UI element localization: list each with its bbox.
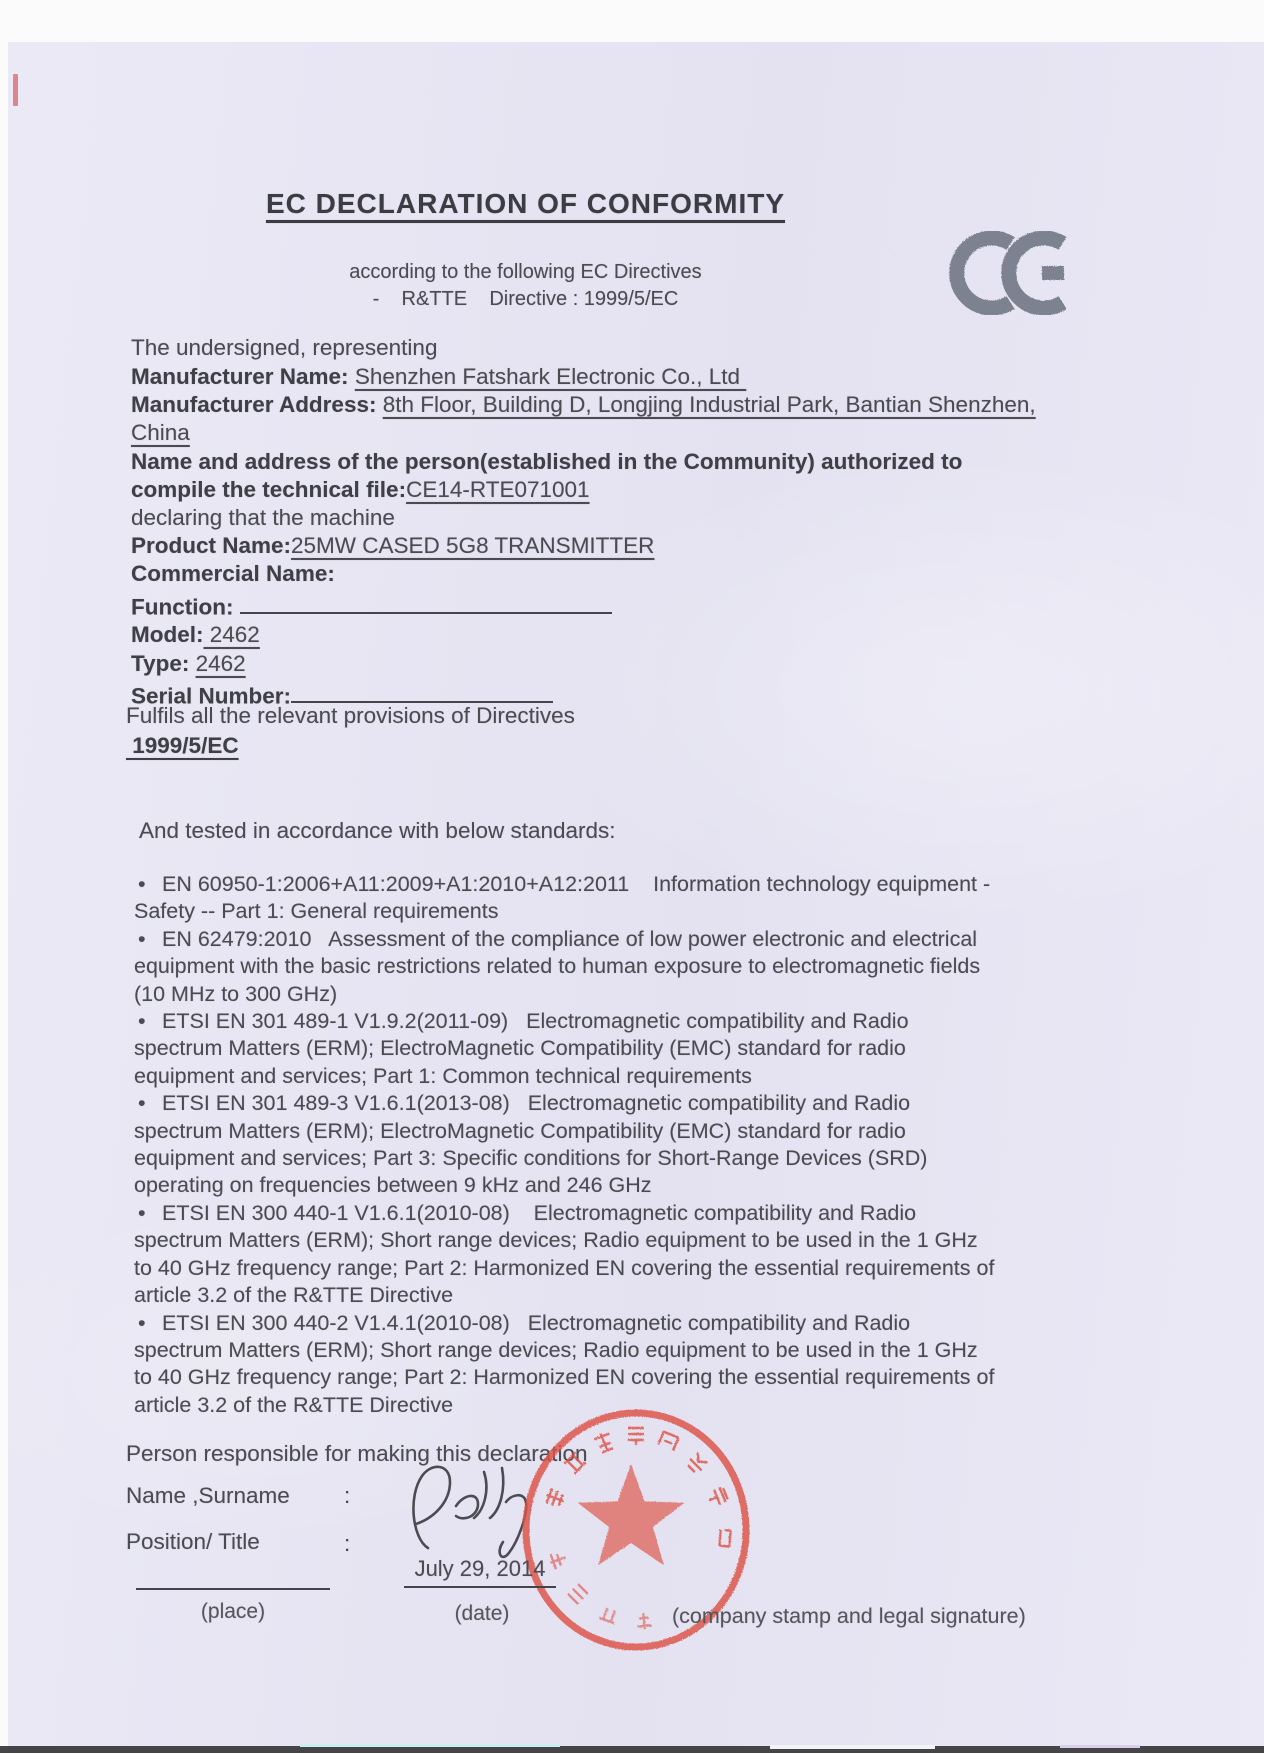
authorized-person-line2: [131, 476, 1036, 504]
bullet-icon: •: [138, 1009, 146, 1034]
subtitle-rtte-directive: - R&TTE Directive : 1999/5/EC: [372, 288, 679, 310]
field-value: China: [131, 420, 190, 446]
field-label: compile the technical file:: [131, 476, 407, 502]
field-label: Product Name:: [131, 533, 292, 559]
fulfils-line: Fulfils all the relevant provisions of Directives: [126, 703, 575, 728]
position-title-label: Position/ Title: [126, 1529, 260, 1554]
fulfils-directive: 1999/5/EC: [126, 733, 239, 758]
standards-list: [134, 871, 994, 1419]
field-label: Serial Number:: [131, 683, 292, 709]
field-function: [131, 589, 1036, 622]
field-label: Type:: [131, 650, 196, 676]
standard-text: equipment and services; Part 3: Specific conditions for Short-Range Devices (SRD): [134, 1146, 928, 1171]
subtitle-directives: according to the following EC Directives: [349, 261, 702, 283]
date-caption: (date): [454, 1602, 510, 1625]
bullet-icon: •: [138, 1310, 146, 1335]
standard-text: spectrum Matters (ERM); Short range devices; Radio equipment to be used in the 1 GHz: [134, 1337, 978, 1362]
standard-text: spectrum Matters (ERM); ElectroMagnetic Compatibility (EMC) standard for radio: [134, 1118, 906, 1143]
field-manufacturer-name: [131, 363, 1036, 391]
authorized-person-line1: Name and address of the person(established in the Community) authorized to: [131, 448, 963, 474]
field-label: Manufacturer Address:: [131, 392, 383, 418]
field-value: 25MW CASED 5G8 TRANSMITTER: [291, 533, 655, 559]
bullet-icon: •: [138, 1091, 146, 1116]
standard-item: [134, 871, 994, 898]
scan-edge-artifact: [1060, 1745, 1140, 1748]
scan-red-edge-mark: [13, 74, 18, 106]
standard-text: EN 60950-1:2006+A11:2009+A1:2010+A12:2011 Information technology equipment -: [162, 872, 991, 896]
standard-text: spectrum Matters (ERM); Short range devices; Radio equipment to be used in the 1 GHz: [134, 1228, 978, 1253]
field-product-name: [131, 532, 1036, 560]
place-caption: (place): [200, 1600, 266, 1623]
name-surname-label: Name ,Surname: [126, 1483, 290, 1508]
standard-text: (10 MHz to 300 GHz): [134, 981, 338, 1006]
name-surname-colon: :: [344, 1483, 351, 1508]
document-title: EC DECLARATION OF CONFORMITY: [265, 188, 785, 219]
ce-mark-icon: [944, 224, 1080, 324]
standard-text: Safety -- Part 1: General requirements: [134, 899, 499, 924]
scan-edge-artifact: [770, 1745, 935, 1749]
field-value: Shenzhen Fatshark Electronic Co., Ltd: [354, 364, 747, 389]
field-value: 2462: [195, 650, 246, 676]
field-label: Function:: [131, 594, 240, 620]
field-label: Commercial Name:: [131, 561, 335, 587]
standard-text: article 3.2 of the R&TTE Directive: [134, 1392, 454, 1417]
standard-item: [134, 1090, 994, 1117]
company-stamp-caption: (company stamp and legal signature): [672, 1604, 1026, 1628]
position-title-colon: :: [344, 1531, 351, 1556]
bullet-icon: •: [138, 872, 146, 896]
tested-line: And tested in accordance with below standards:: [139, 818, 616, 843]
field-label: Manufacturer Name:: [131, 364, 355, 389]
declaring-line: declaring that the machine: [131, 505, 395, 531]
field-type: [131, 650, 1036, 678]
product-fields-block: [131, 363, 1036, 711]
standard-text: equipment with the basic restrictions related to human exposure to electromagnetic fields: [134, 954, 981, 979]
bullet-icon: •: [138, 926, 146, 951]
field-value: CE14-RTE071001: [406, 476, 590, 502]
fulfils-block: [126, 701, 575, 761]
standard-text: ETSI EN 300 440-1 V1.6.1(2010-08) Electromagnetic compatibility and Radio: [162, 1200, 917, 1225]
standard-text: spectrum Matters (ERM); ElectroMagnetic Compatibility (EMC) standard for radio: [134, 1036, 906, 1061]
field-label: Model:: [131, 622, 204, 648]
responsible-line: Person responsible for making this declaration: [126, 1441, 588, 1466]
standard-text: ETSI EN 300 440-2 V1.4.1(2010-08) Electromagnetic compatibility and Radio: [162, 1310, 911, 1335]
scan-edge-artifact: [300, 1744, 560, 1747]
intro-line: The undersigned, representing: [131, 335, 438, 360]
standard-text: to 40 GHz frequency range; Part 2: Harmonized EN covering the essential requirements of: [134, 1365, 995, 1390]
document-paper: [8, 42, 1264, 1746]
standard-text: equipment and services; Part 1: Common technical requirements: [134, 1063, 752, 1088]
standard-text: operating on frequencies between 9 kHz and 246 GHz: [134, 1173, 652, 1198]
standard-item: [134, 1008, 994, 1035]
standard-text: to 40 GHz frequency range; Part 2: Harmonized EN covering the essential requirements of: [134, 1255, 995, 1280]
field-model: [131, 621, 1036, 649]
bullet-icon: •: [138, 1200, 146, 1225]
standard-item: [134, 926, 994, 953]
standard-item: [134, 1310, 994, 1337]
field-manufacturer-address: [131, 391, 1036, 419]
field-commercial-name: [131, 560, 1036, 588]
standard-text: ETSI EN 301 489-1 V1.9.2(2011-09) Electromagnetic compatibility and Radio: [162, 1009, 909, 1034]
standard-text: article 3.2 of the R&TTE Directive: [134, 1283, 454, 1308]
field-value: 8th Floor, Building D, Longjing Industrial Park, Bantian Shenzhen,: [382, 392, 1036, 418]
blank-underline: [291, 678, 553, 704]
date-value: July 29, 2014: [404, 1556, 556, 1588]
place-underline: [136, 1588, 330, 1590]
field-value: 2462: [203, 622, 260, 648]
blank-underline: [240, 589, 612, 615]
standard-item: [134, 1200, 994, 1227]
field-manufacturer-address-cont: [131, 419, 1036, 447]
standard-text: ETSI EN 301 489-3 V1.6.1(2013-08) Electromagnetic compatibility and Radio: [162, 1091, 911, 1116]
standard-text: EN 62479:2010 Assessment of the compliance of low power electronic and electrical: [162, 926, 978, 951]
